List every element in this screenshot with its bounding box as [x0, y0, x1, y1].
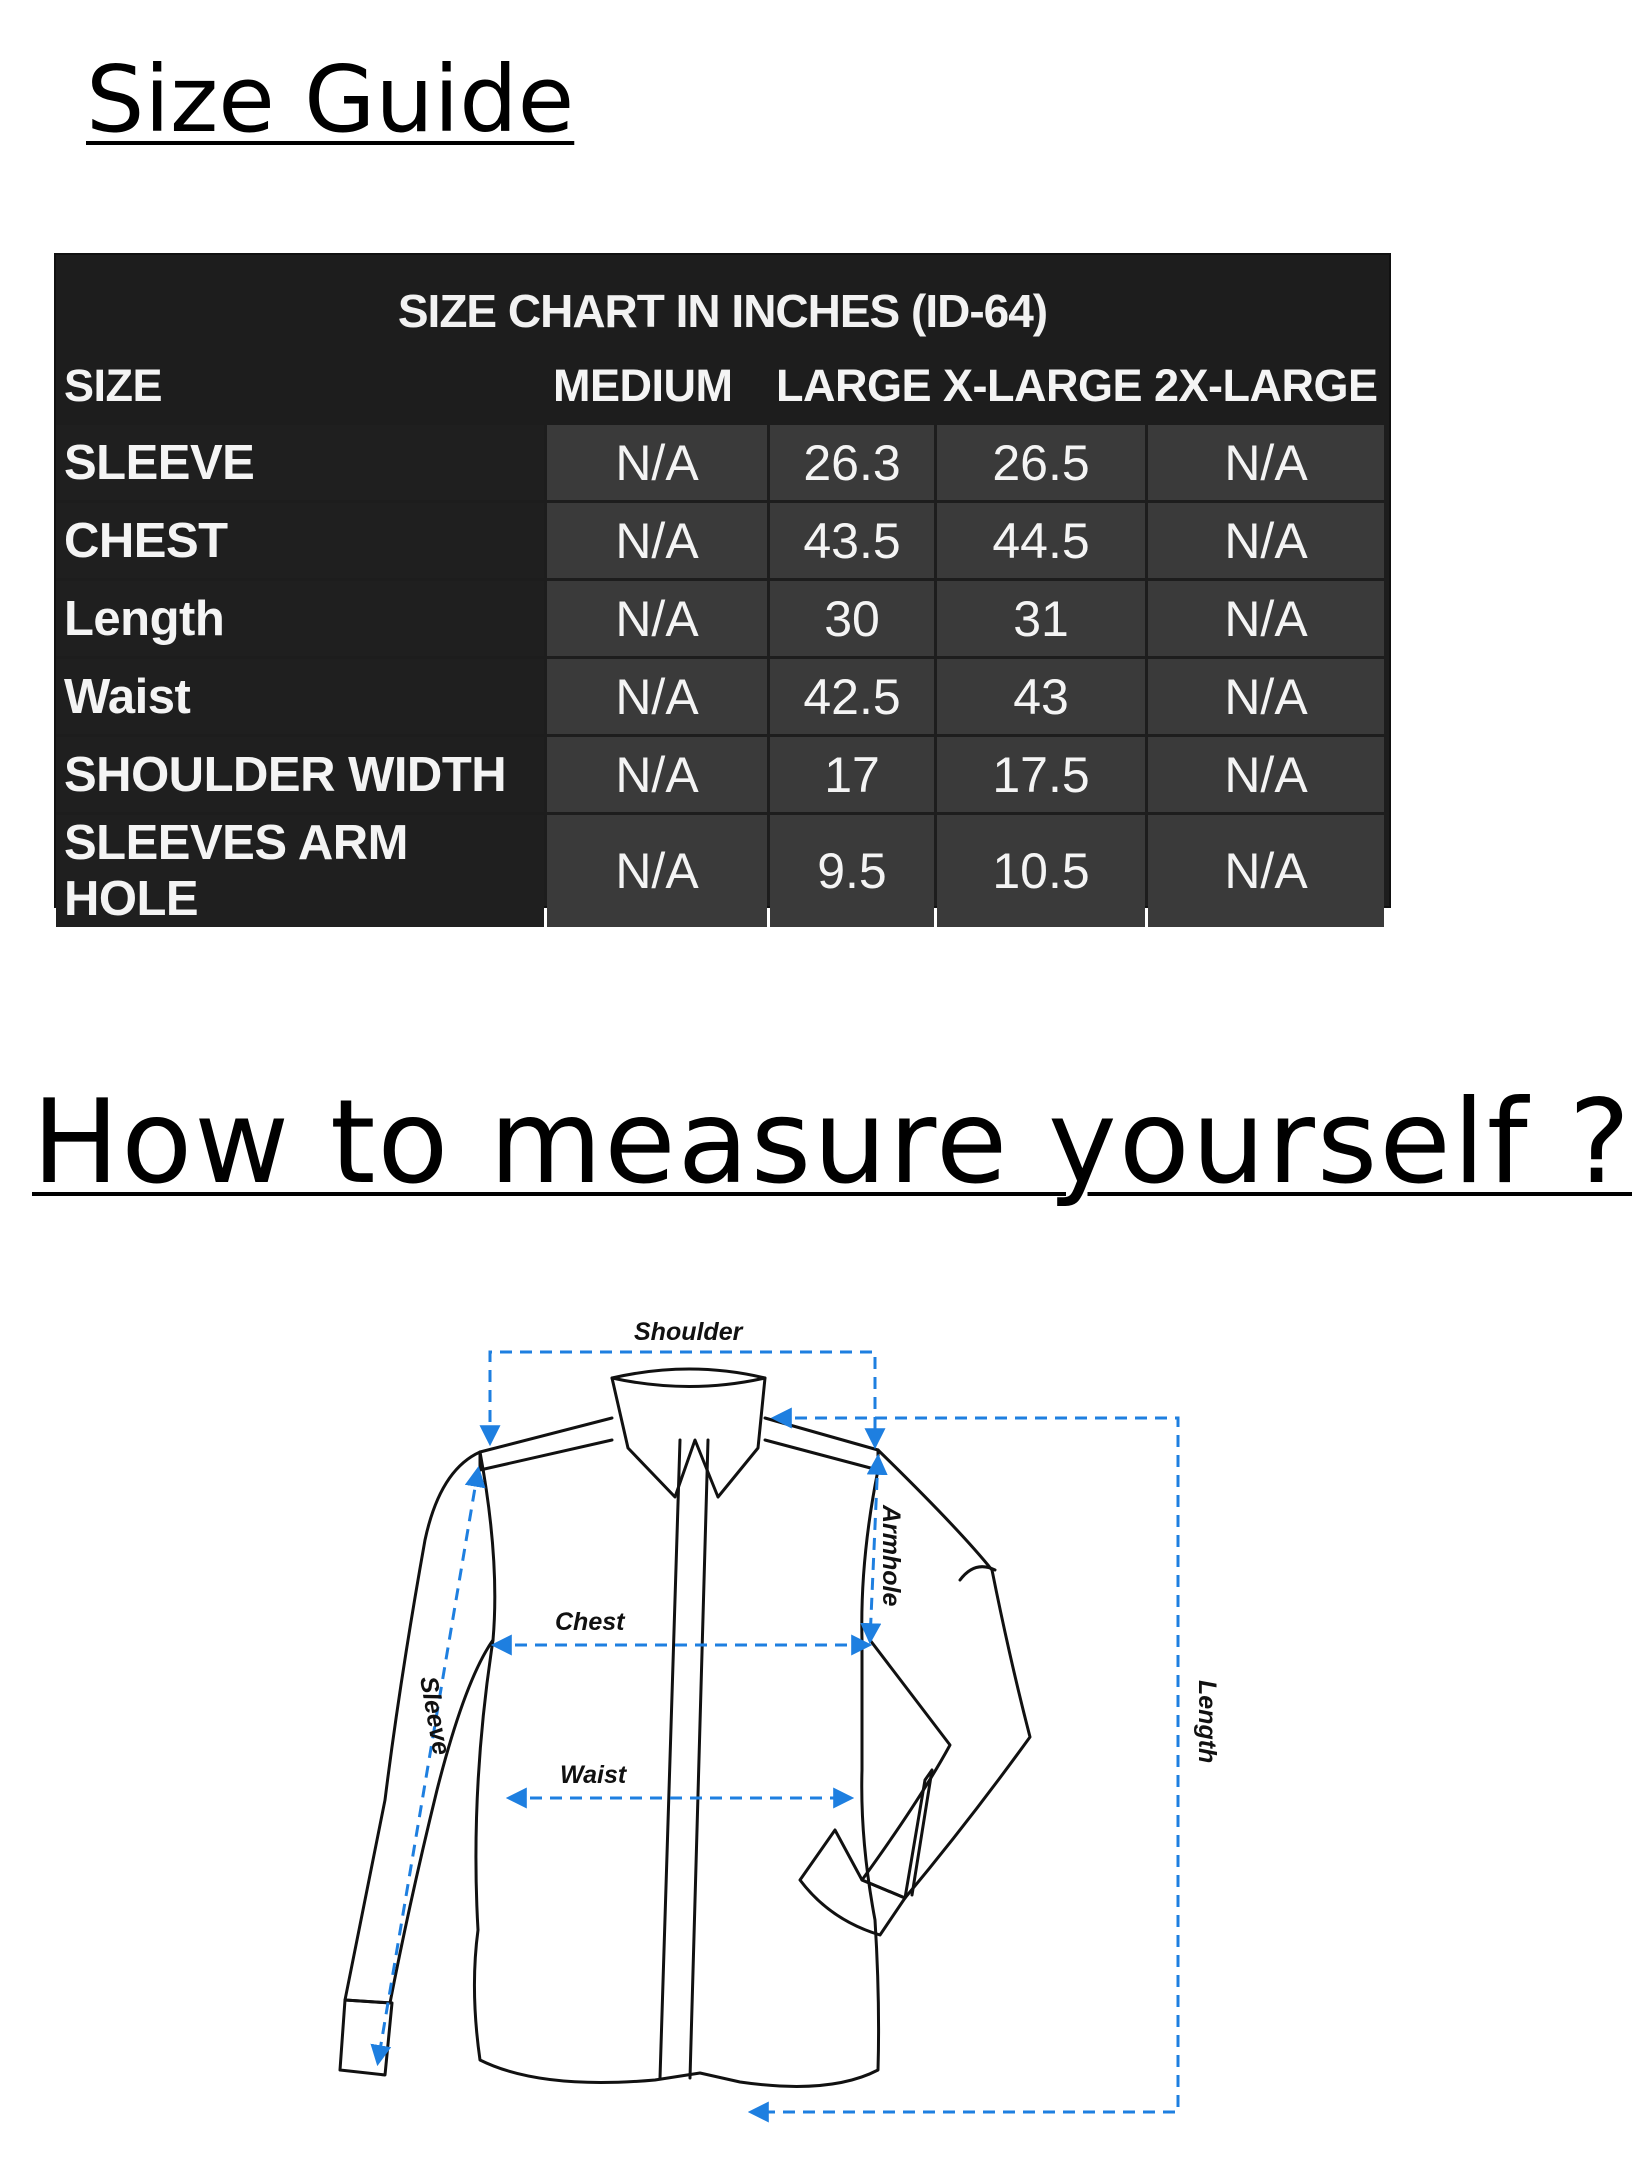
row-label: Waist	[56, 659, 544, 734]
table-cell: 43.5	[770, 503, 934, 578]
row-label: Length	[56, 581, 544, 656]
table-cell: 26.3	[770, 425, 934, 500]
shirt-placket	[660, 1440, 708, 2078]
row-label: SLEEVES ARM HOLE	[56, 815, 544, 927]
column-header-2x-large: 2X-LARGE	[1148, 350, 1384, 422]
size-chart	[54, 253, 1391, 926]
collar-band	[612, 1378, 765, 1387]
table-cell: N/A	[547, 425, 767, 500]
row-label: SHOULDER WIDTH	[56, 737, 544, 812]
table-row	[56, 581, 1384, 656]
shirt-collar	[612, 1369, 765, 1497]
size-chart-caption: SIZE CHART IN INCHES (ID-64)	[397, 285, 1048, 337]
size-table	[53, 347, 1387, 930]
waist-label: Waist	[560, 1761, 627, 1789]
shirt-measurement-diagram	[0, 1280, 1445, 2150]
table-row	[56, 659, 1384, 734]
table-cell: N/A	[1148, 581, 1384, 656]
column-header-x-large: X-LARGE	[937, 350, 1145, 422]
sleeve-label: Sleeve	[414, 1674, 456, 1758]
table-cell: N/A	[1148, 425, 1384, 500]
table-cell: N/A	[547, 581, 767, 656]
measure-heading: How to measure yourself ?	[32, 1075, 1632, 1210]
shoulder-label: Shoulder	[634, 1318, 743, 1346]
table-row	[56, 425, 1384, 500]
table-cell: N/A	[1148, 815, 1384, 927]
column-header-medium: MEDIUM	[547, 350, 767, 422]
column-header-large: LARGE	[770, 350, 934, 422]
table-row	[56, 503, 1384, 578]
table-cell: N/A	[1148, 737, 1384, 812]
length-line	[752, 1418, 1178, 2112]
shoulder-line	[490, 1352, 875, 1445]
table-cell: 17	[770, 737, 934, 812]
cuff-slit	[905, 1770, 932, 1898]
right-cuff	[800, 1830, 905, 1935]
table-row	[56, 737, 1384, 812]
table-cell: 17.5	[937, 737, 1145, 812]
table-cell: 42.5	[770, 659, 934, 734]
table-cell: N/A	[1148, 659, 1384, 734]
page-title: Size Guide	[86, 46, 575, 153]
row-label: SLEEVE	[56, 425, 544, 500]
table-cell: 43	[937, 659, 1145, 734]
table-cell: N/A	[547, 659, 767, 734]
row-label: CHEST	[56, 503, 544, 578]
table-cell: N/A	[547, 815, 767, 927]
table-cell: 10.5	[937, 815, 1145, 927]
table-cell: 9.5	[770, 815, 934, 927]
right-sleeve-crease	[960, 1567, 995, 1580]
table-cell: N/A	[1148, 503, 1384, 578]
table-cell: 26.5	[937, 425, 1145, 500]
table-cell: 31	[937, 581, 1145, 656]
left-cuff	[340, 2000, 392, 2075]
table-header-row	[56, 350, 1384, 422]
length-label: Length	[1193, 1680, 1221, 1764]
table-cell: 44.5	[937, 503, 1145, 578]
column-header-size: SIZE	[56, 350, 544, 422]
armhole-label: Armhole	[877, 1505, 905, 1607]
chest-label: Chest	[555, 1608, 625, 1636]
table-cell: N/A	[547, 503, 767, 578]
table-cell: N/A	[547, 737, 767, 812]
table-cell: 30	[770, 581, 934, 656]
left-sleeve	[345, 1452, 493, 2003]
table-row	[56, 815, 1384, 927]
sleeve-line	[378, 1470, 478, 2062]
